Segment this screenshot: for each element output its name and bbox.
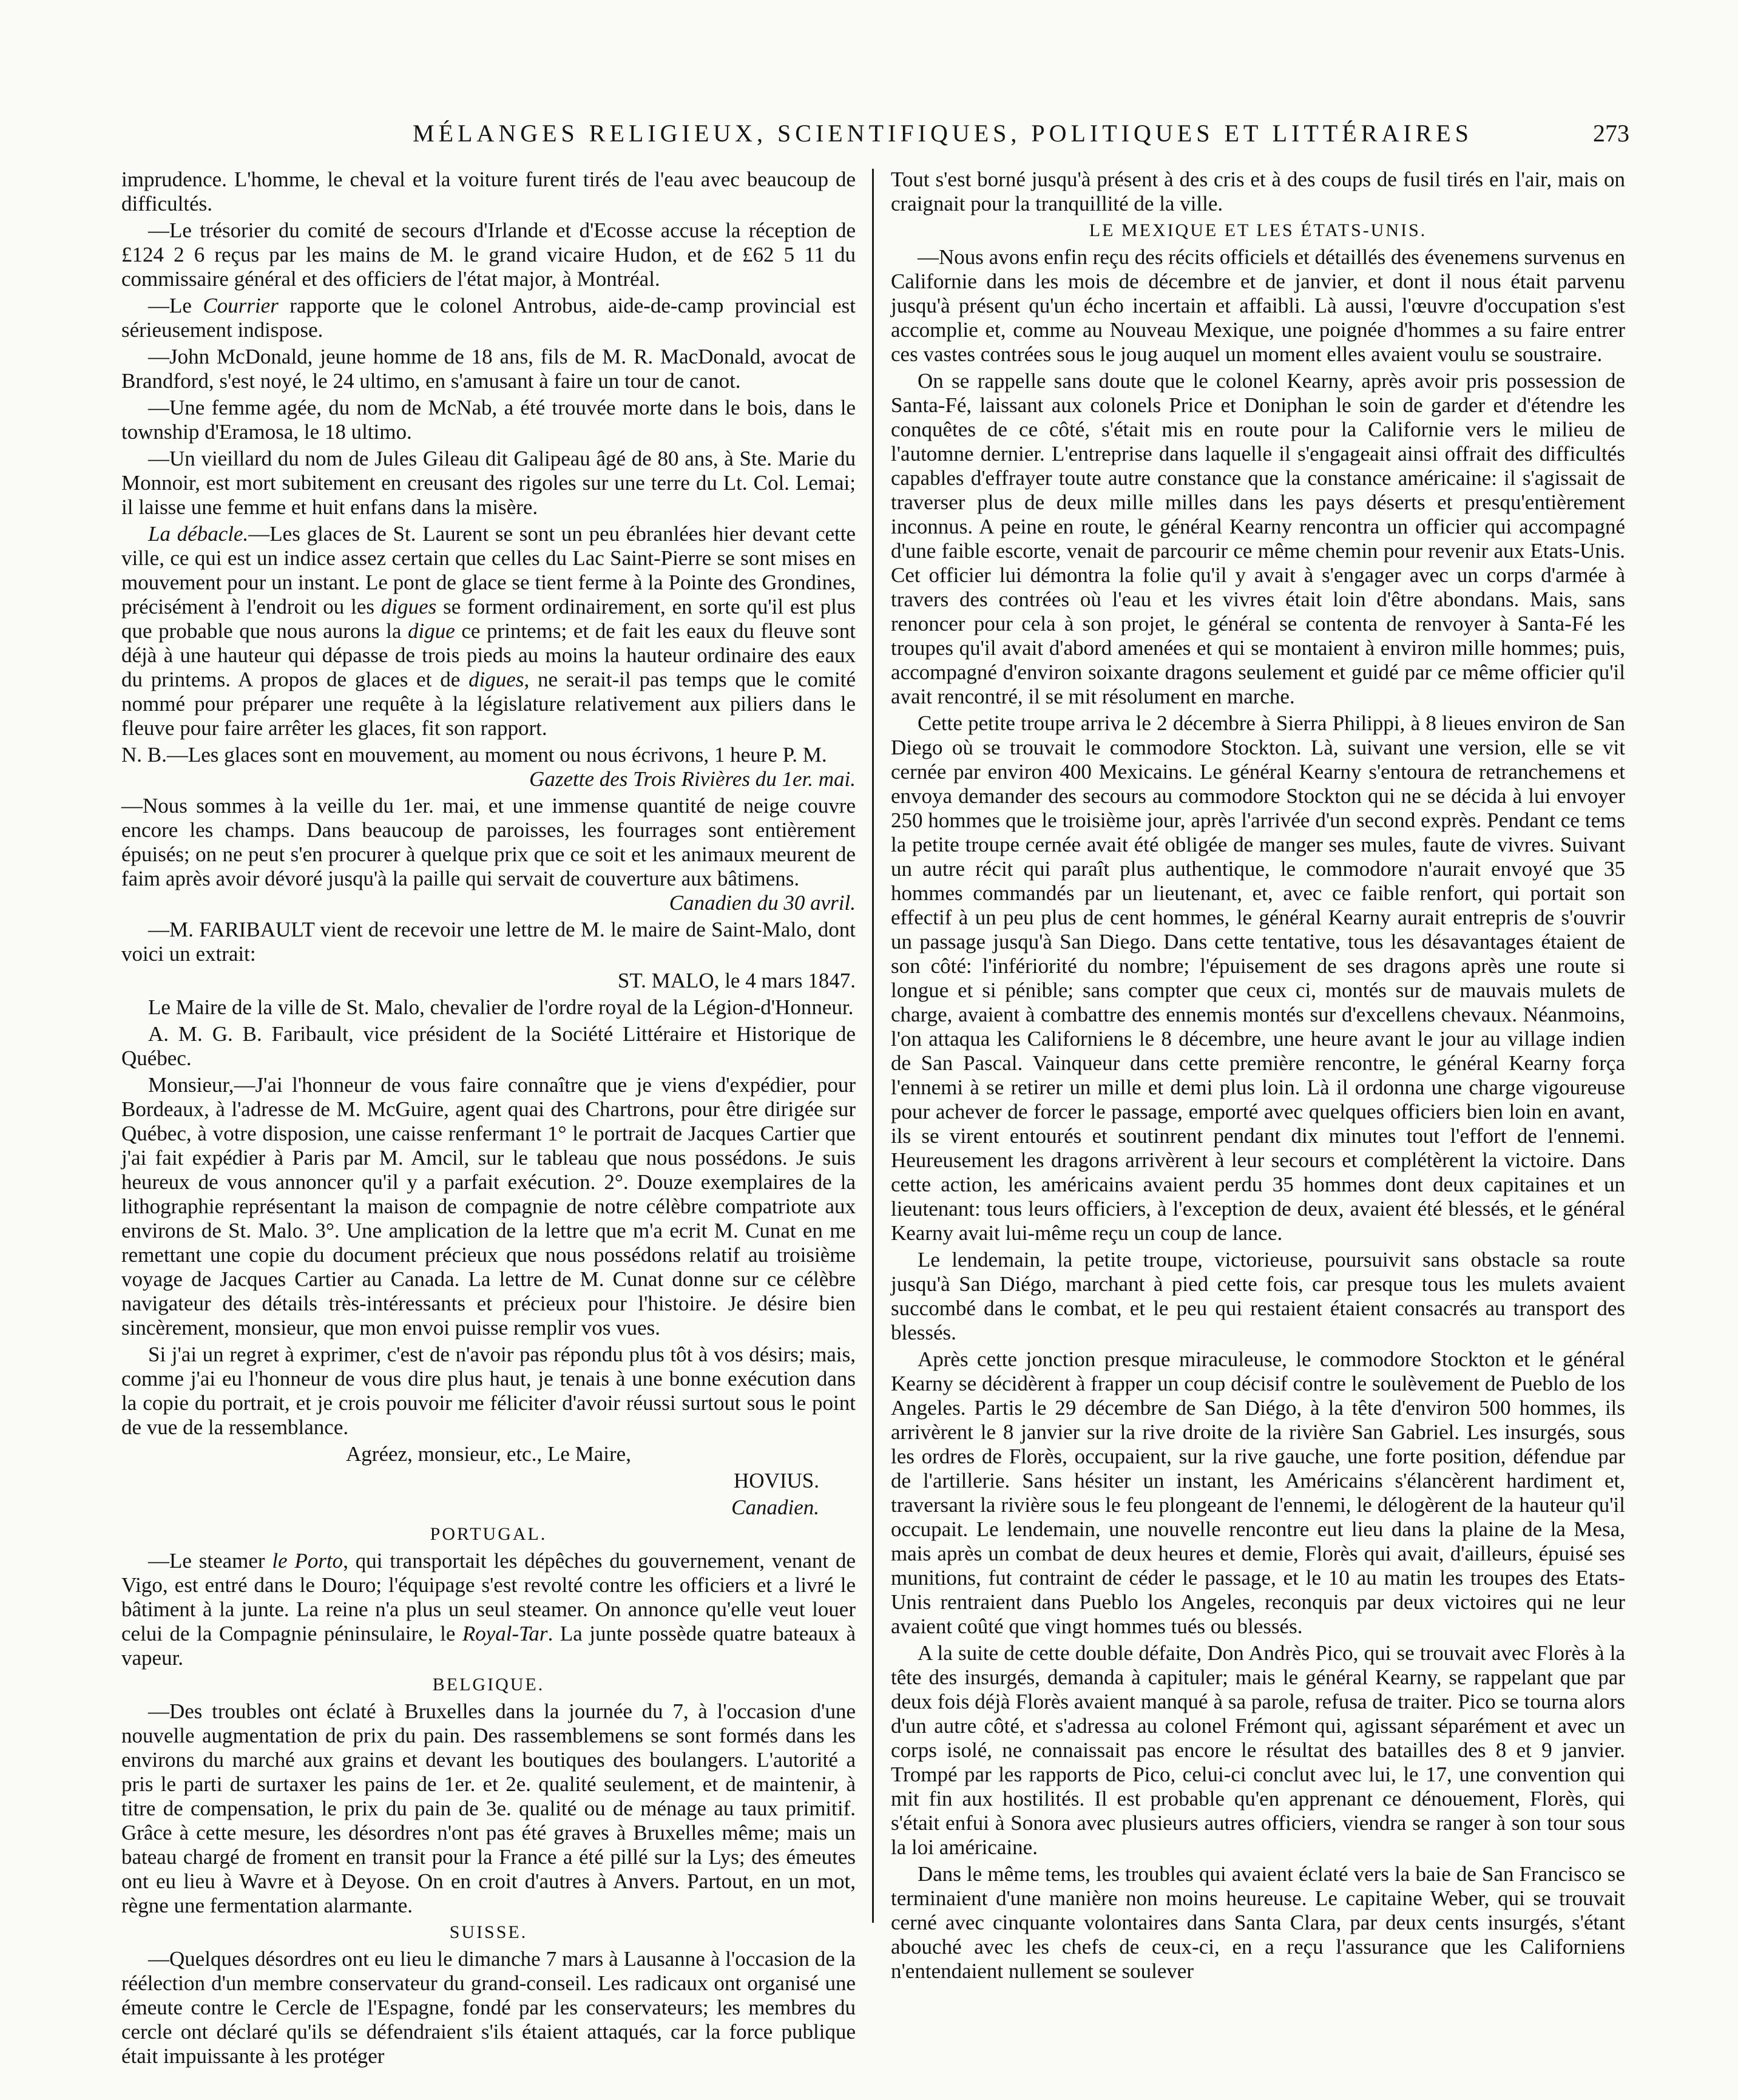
- paragraph-sierra-philippi: Cette petite troupe arriva le 2 décembre à Sierra Philippi, à 8 lieues environ de San Diego où se trouvait le commodore Stockton. Là, suivant une version, elle se vit cernée par environ 400 Mexicains. Le général Kearny s'entoura de retranchemens et envoya demander des secours au commodore Stockton qui ne se décida à lui envoyer 250 hommes que le troisième jour, après l'arrivée d'un second exprès. Pendant ce tems la petite troupe cernée avait été obligée de manger ses mules, faute de vivres. Suivant un autre récit qui paraît plus authentique, le commodore n'aurait envoyé que 35 hommes commandés par un lieutenant, et, avec ce faible renfort, qui portait son effectif à un peu plus de cent hommes, le général Kearny aurait entrepris de s'ouvrir un passage jusqu'à San Diego. Dans cette tentative, tous les désavantages étaient de son côté: l'infériorité du nombre; l'épuisement de ses dragons après une route si longue et si pénible; sans compter que ceux ci, montés sur de mauvais mulets de charge, avaient à combattre des ennemis montés sur d'excellens chevaux. Néanmoins, l'on attaqua les Californiens le 8 décembre, une heure avant le jour au village indien de San Pascal. Vainqueur dans cette première rencontre, le général Kearny força l'ennemi à se retirer un mille et demi plus loin. Là il ordonna une charge vigoureuse pour achever de forcer le passage, emporté avec quelques officiers bien loin en avant, ils se virent entourés et soutinrent pendant dix minutes tout l'effort de l'ennemi. Heureusement les dragons arrivèrent à leur secours et complétèrent la victoire. Dans cette action, les américains avaient perdu 35 hommes dont deux capitaines et un lieutenant: tous leurs officiers, à l'exception de deux, avaient été blessés, et le général Kearny avait lui-même reçu un coup de lance.: [891, 711, 1625, 1245]
- text-run: —Les glaces de St. Laurent se sont un peu ébranlées hier devant cette ville, ce qui est un indice assez certain que celles du Lac Saint-Pierre se sont mises en mouvement pour un instant. Le pont de glace se tient ferme à la Pointe des Grondines, précisément à l'endroit ou les: [121, 522, 856, 618]
- signature: HOVIUS.: [734, 1469, 819, 1492]
- paragraph-accident-end: imprudence. L'homme, le cheval et la voiture furent tirés de l'eau avec beaucoup de difficultés.: [121, 168, 856, 215]
- text-run: . La junte possède quatre bateaux à vapeur.: [121, 1622, 856, 1670]
- newspaper-name: Courrier: [203, 294, 279, 317]
- letter-body: Monsieur,—J'ai l'honneur de vous faire connaître que je viens d'expédier, pour Bordeaux, à l'adresse de M. McGuire, agent quai des Chartrons, pour être dirigée sur Québec, à votre disposion, une caisse renfermant 1° le portrait de Jacques Cartier que j'ai fait expédier à Paris par M. Amcil, sur le tableau que nous possédons. Je suis heureux de vous annoncer qu'il y a parfait exécution. 2°. Douze exemplaires de la lithographie représentant la maison de compagnie de notre célèbre compatriote aux environs de St. Malo. 3°. Une amplication de la lettre que m'a ecrit M. Cunat en me remettant une copie du document précieux que nous possédons relatif au troisième voyage de Jacques Cartier au Canada. La lettre de M. Cunat donne sur ce célèbre navigateur des détails très-intéressants et précieux pour l'histoire. Je désire bien sincèrement, monsieur, que mon envoi puisse remplir vos vues.: [121, 1073, 856, 1340]
- paragraph-jonction: Après cette jonction presque miraculeuse, le commodore Stockton et le général Kearny se décidèrent à frapper un coup décisif contre le soulèvement de Pueblo de los Angeles. Partis le 29 décembre de San Diégo, à la tête d'environ 500 hommes, ils arrivèrent le 8 janvier sur la rive droite de la rivière San Gabriel. Les insurgés, sous les ordres de Florès, occupaient, sur la rive gauche, une forte position, défendue par de l'artillerie. Sans hésiter un instant, les Américains s'élancèrent hardiment et, traversant la rivière sous le feu plongeant de l'ennemi, le délogèrent de la hauteur qu'il occupait. Le lendemain, une nouvelle rencontre eut lieu dans la plaine de la Mesa, mais après un combat de deux heures et demie, Florès qui avait, d'ailleurs, épuisé ses munitions, fut contraint de céder le passage, et le 10 au matin les troupes des Etats-Unis rentraient dans Pueblo los Angeles, reconquis par deux victoires qui ne leur avaient coûté que vingt hommes tués ou blessés.: [891, 1347, 1625, 1638]
- signature-source: [121, 1495, 856, 1520]
- letter-body-2: Si j'ai un regret à exprimer, c'est de n'avoir pas répondu plus tôt à vos désirs; mais, comme j'ai eu l'honneur de vous dire plus haut, je tenais à une bonne exécution dans la copie du portrait, et je crois pouvoir me féliciter d'avoir réussi surtout sous le point de vue de la ressemblance.: [121, 1343, 856, 1439]
- page-header: [121, 119, 1629, 161]
- paragraph-mcnab: —Une femme agée, du nom de McNab, a été trouvée morte dans le bois, dans le township d'Eramosa, le 18 ultimo.: [121, 396, 856, 444]
- italic-term: digue: [407, 619, 455, 643]
- page-number: 273: [1593, 120, 1629, 147]
- paragraph-suisse: —Quelques désordres ont eu lieu le dimanche 7 mars à Lausanne à l'occasion de la réélection d'un membre conservateur du grand-conseil. Les radicaux ont organisé une émeute contre le Cercle de l'Espagne, fondé par les conservateurs; les membres du cercle ont déclaré qu'ils se défendraient s'ils étaient attaqués, car la force publique était impuissante à les protéger: [121, 1947, 856, 2068]
- letter-from: Le Maire de la ville de St. Malo, chevalier de l'ordre royal de la Légion-d'Honneur.: [148, 995, 854, 1019]
- paragraph-san-francisco: Dans le même tems, les troubles qui avaient éclaté vers la baie de San Francisco se terminaient d'une manière non moins heureuse. Le capitaine Weber, qui se trouvait cerné avec cinquante volontaires dans Santa Clara, par deux cents insurgés, s'étant abouché avec les chefs de ceux-ci, en a reçu l'assurance que les Californiens n'entendaient nullement se soulever: [891, 1862, 1625, 1983]
- text-run: rapporte que le colonel Antrobus, aide-de-camp provincial est sérieusement indispose.: [121, 294, 856, 342]
- right-column: [891, 168, 1625, 1986]
- source-credit: Canadien.: [731, 1495, 819, 1519]
- run-in-heading: La débacle.: [148, 522, 249, 546]
- running-title: MÉLANGES RELIGIEUX, SCIENTIFIQUES, POLITIQUES ET LITTÉRAIRES: [413, 120, 1473, 147]
- section-heading-mexique: LE MEXIQUE ET LES ÉTATS-UNIS.: [1089, 220, 1427, 240]
- paragraph-debacle: [121, 522, 856, 740]
- paragraph-veille-mai: [121, 794, 856, 915]
- paragraph-kearny: On se rappelle sans doute que le colonel Kearny, après avoir pris possession de Santa-Fé, laissant aux colonels Price et Doniphan le soin de garder et d'étendre les conquêtes de ce côté, s'était mis en route pour la Californie vers le milieu de l'automne dernier. L'entreprise dans laquelle il s'engageait ainsi offrait des difficultés capables d'effrayer toute autre constance que la constance américaine: il s'agissait de traverser plus de deux mille milles dans les pays déserts et presqu'entièrement inconnus. A peine en route, le général Kearny rencontra un officier qui accompagné d'une faible escorte, venait de parcourir ce même chemin pour revenir aux Etats-Unis. Cet officier lui démontra la folie qu'il y avait à s'engager avec un corps d'armée à travers des contrées où l'eau et les vivres était loin d'être abondans. Mais, sans renoncer pour cela à son projet, le général se contenta de renvoyer à Santa-Fé les troupes qu'il avait d'abord amenées et qui se montaient à environ mille hommes; puis, accompagné d'environ soixante dragons seulement et guidé par ce même officier qu'il avait rencontré, il se mit résolument en marche.: [891, 369, 1625, 708]
- column-divider: [872, 169, 874, 1923]
- section-heading-suisse: SUISSE.: [449, 1922, 528, 1942]
- ship-name: le Porto: [272, 1549, 343, 1573]
- text-run: —Nous sommes à la veille du 1er. mai, et une immense quantité de neige couvre encore les champs. Dans beaucoup de paroisses, les fourrages sont entièrement épuisés; on ne peut s'en procurer à quelque prix que ce soit et les animaux meurent de faim après avoir dévoré jusqu'à la paille qui servait de couverture aux bâtimens.: [121, 794, 856, 890]
- letter-to: A. M. G. B. Faribault, vice président de la Société Littéraire et Historique de Québec.: [121, 1022, 856, 1070]
- text-run: —Le: [148, 294, 203, 317]
- text-run: se forment ordinairement, en sorte qu'il est plus que probable que nous aurons la: [121, 595, 856, 643]
- paragraph-mcdonald: —John McDonald, jeune homme de 18 ans, fils de M. R. MacDonald, avocat de Brandford, s'est noyé, le 24 ultimo, en s'amusant à faire un tour de canot.: [121, 345, 856, 393]
- paragraph-faribault: —M. FARIBAULT vient de recevoir une lettre de M. le maire de Saint-Malo, dont voici un extrait:: [121, 918, 856, 966]
- italic-term: digues: [468, 668, 524, 691]
- paragraph-relief-committee: —Le trésorier du comité de secours d'Irlande et d'Ecosse accuse la réception de £124 2 6 reçus par les mains de M. le grand vicaire Hudon, et de £62 5 11 du commissaire général et des officiers de l'état major, à Montréal.: [121, 218, 856, 291]
- paragraph-courrier: [121, 294, 856, 342]
- paragraph-suisse-end: Tout s'est borné jusqu'à présent à des cris et à des coups de fusil tirés en l'air, mais on craignait pour la tranquillité de la ville.: [891, 168, 1625, 215]
- paragraph-pico: A la suite de cette double défaite, Don Andrès Pico, qui se trouvait avec Florès à la tête des insurgés, demanda à capituler; mais le général Kearny, se rappelant que par deux fois déjà Florès avaient manqué à sa parole, refusa de traiter. Pico se tourna alors d'un autre côté, et s'adressa au colonel Frémont qui, agissant séparément et avec un corps isolé, ne connaissait pas encore le résultat des batailles des 8 et 9 janvier. Trompé par les rapports de Pico, celui-ci conclut avec lui, le 17, une convention qui mit fin aux hostilités. Il est probable qu'en apprenant ce dénouement, Florès, qui s'était enfui à Sonora avec plusieurs autres officiers, viendra se ranger à son tour sous la loi américaine.: [891, 1641, 1625, 1859]
- paragraph-portugal: [121, 1549, 856, 1670]
- text-run: ce printems; et de fait les eaux du fleuve sont déjà à une hauteur qui dépasse de trois pieds au moins la hauteur ordinaire des eaux du printems. A propos de glaces et de: [121, 619, 856, 691]
- newspaper-page: [121, 119, 1738, 2068]
- text-run: , qui transportait les dépêches du gouvernement, venant de Vigo, est entré dans le Douro; l'équipage s'est revolté contre les officiers et a livré le bâtiment à la junte. La reine n'a plus un seul steamer. On annonce qu'elle veut louer celui de la Compagnie péninsulaire, le: [121, 1549, 856, 1645]
- letter-closing: Agréez, monsieur, etc., Le Maire,: [346, 1442, 631, 1466]
- text-run: , ne serait-il pas temps que le comité nommé pour préparer une requête à la législature relativement aux piliers dans le fleuve pour faire arrêter les glaces, fit son rapport.: [121, 668, 856, 740]
- source-credit: Canadien du 30 avril.: [669, 891, 856, 915]
- paragraph-nb-glaces: [121, 743, 856, 791]
- text-run: —Le steamer: [148, 1549, 272, 1573]
- section-heading-belgique: BELGIQUE.: [432, 1675, 545, 1695]
- ship-name: Royal-Tar: [462, 1622, 548, 1645]
- paragraph-belgique: —Des troubles ont éclaté à Bruxelles dans la journée du 7, à l'occasion d'une nouvelle augmentation de prix du pain. Des rassemblemens se sont formés dans les environs du marché aux grains et devant les boutiques des boulangers. L'autorité a pris le parti de surtaxer les pains de 1er. et 2e. qualité seulement, et de maintenir, à titre de compensation, le prix du pain de 3e. qualité ou de ménage au taux primitif. Grâce à cette mesure, les désordres n'ont pas été graves à Bruxelles même; mais un bateau chargé de froment en transit pour la France a été pillé sur la Lys; des émeutes ont eu lieu à Wavre et à Deyose. On en croit d'autres à Anvers. Partout, en un mot, règne une fermentation alarmante.: [121, 1699, 856, 1917]
- text-run: N. B.—Les glaces sont en mouvement, au moment ou nous écrivons, 1 heure P. M.: [121, 743, 827, 767]
- paragraph-lendemain: Le lendemain, la petite troupe, victorieuse, poursuivit sans obstacle sa route jusqu'à San Diégo, marchant à pied cette fois, car presque tous les mulets avaient succombé dans le combat, et le peu qui restaient étaient consacrés au transport des blessés.: [891, 1248, 1625, 1344]
- section-heading-portugal: PORTUGAL.: [430, 1524, 547, 1544]
- dateline: ST. MALO, le 4 mars 1847.: [617, 969, 856, 992]
- left-column: [121, 168, 856, 2071]
- italic-term: digues: [380, 595, 437, 618]
- source-credit: Gazette des Trois Rivières du 1er. mai.: [529, 767, 856, 791]
- paragraph-californie: —Nous avons enfin reçu des récits officiels et détaillés des évenemens survenus en Californie dans les mois de décembre et de janvier, et dont il nous était parvenu jusqu'à présent qu'un écho incertain et affaibli. Là aussi, l'œuvre d'occupation s'est accomplie et, comme au Nouveau Mexique, une poignée d'hommes a su faire entrer ces vastes contrées sous le joug auquel un moment elles avaient voulu se soustraire.: [891, 245, 1625, 366]
- paragraph-galipeau: —Un vieillard du nom de Jules Gileau dit Galipeau âgé de 80 ans, à Ste. Marie du Monnoir, est mort subitement en creusant des rigoles sur une terre du Lt. Col. Lemai; il laisse une femme et huit enfans dans la misère.: [121, 447, 856, 519]
